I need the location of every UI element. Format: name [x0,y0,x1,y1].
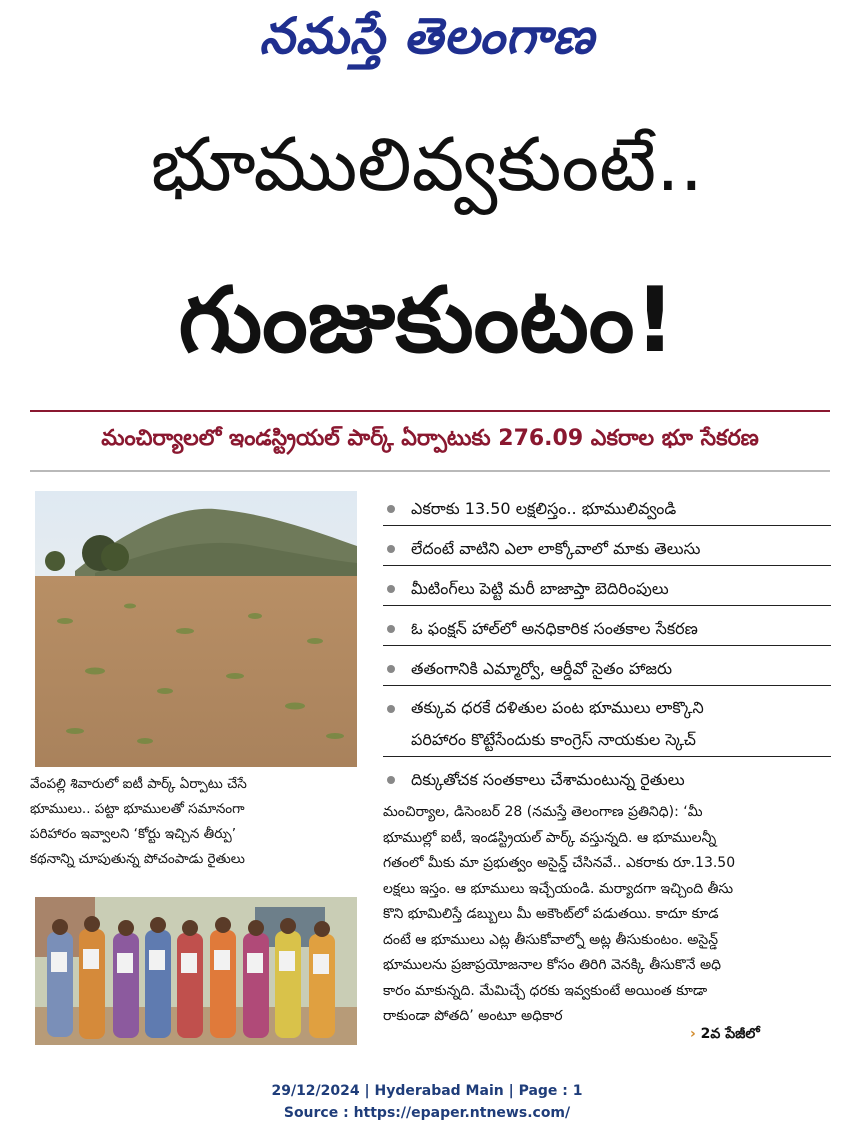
bullet-icon [387,505,395,513]
body-line: మంచిర్యాల, డిసెంబర్ 28 (నమస్తే తెలంగాణ ప్రతినిధి): ‘మీ [383,804,703,820]
bullet-icon [387,665,395,673]
highlights-list [383,492,831,802]
bullet-icon [387,625,395,633]
body-line: భూముల్లో ఐటీ, ఇండస్ట్రియల్ పార్క్ వస్తున్నది. ఆ భూములన్నీ [383,829,717,846]
body-line: దంటే ఆ భూములు ఎట్ల తీసుకోవాల్నో అట్ల తీసుకుంటం. అసైన్డ్ [383,931,719,948]
edition-info: 29/12/2024 | Hyderabad Main | Page : 1 [271,1083,583,1099]
landscape-photo [35,491,357,767]
body-line: లక్షలు ఇస్తం. ఆ భూములు ఇచ్చేయండి. మర్యాదగా ఇచ్చింది తీసు [383,880,734,897]
list-item: ఎకరాకు 13.50 లక్షలిస్తం.. భూములివ్వండి [383,492,831,526]
bullet-icon [387,545,395,553]
body-line: రాకుండా పోతది’ అంటూ అధికార [383,1008,563,1024]
headline-line-2: గుంజుకుంటం! [178,268,676,373]
list-item: మీటింగ్‌లు పెట్టి మరీ బాజాప్తా బెదిరింపులు [383,572,831,606]
chevron-right-icon: › [690,1026,696,1042]
list-item: ఓ ఫంక్షన్ హాల్‌లో అనధికారిక సంతకాల సేకరణ [383,612,831,646]
headline-line-1: భూములివ్వకుంటే.. [150,122,704,208]
list-item: తతంగానికి ఎమ్మార్వో, ఆర్డీవో సైతం హాజరు [383,652,831,686]
body-line: భూములను ప్రజాప్రయోజనాల కోసం తిరిగి వెనక్కి తీసుకొనే అధి [383,957,722,973]
photo-caption [30,772,360,872]
page-footer [0,1080,854,1124]
body-line: కారం మాకున్నది. మేమిచ్చే ధరకు ఇవ్వకుంటే అయింత కూడా [383,982,708,999]
list-item: లేదంటే వాటిని ఎలా లాక్కోవాలో మాకు తెలుసు [383,532,831,566]
subheadline: మంచిర్యాలలో ఇండస్ట్రియల్ పార్క్ ఏర్పాటుకు 276.09 ఎకరాల భూ సేకరణ [30,410,830,472]
farmers-photo-drawing [35,897,357,1045]
masthead-logo: నమస్తే తెలంగాణ [259,6,595,65]
bullet-icon [387,585,395,593]
body-line: కొని భూమిలిస్తే డబ్బులు మీ అకౌంట్‌లో పడుతయి. కాదూ కూడ [383,906,719,922]
caption-line: కథనాన్ని చూపుతున్న పోచంపాడు రైతులు [30,851,245,867]
caption-line: వేంపల్లి శివారులో ఐటీ పార్క్ ఏర్పాటు చేసే [30,776,247,792]
list-item: తక్కువ ధరకే దళితుల పంట భూములు లాక్కొని పరిహారం కొట్టేసేందుకు కాంగ్రెస్ నాయకుల స్కెచ్ [383,692,831,757]
article-body [383,800,833,1030]
bullet-icon [387,776,395,784]
continued-on-page [690,1026,760,1045]
farmers-photo [35,897,357,1045]
caption-line: పరిహారం ఇవ్వాలని ‘కోర్టు ఇచ్చిన తీర్పు’ [30,826,237,842]
bullet-icon [387,705,395,713]
continued-label: 2వ పేజీలో [700,1026,760,1042]
list-item: దిక్కుతోచక సంతకాలు చేశామంటున్న రైతులు [383,763,831,796]
caption-line: భూములు.. పట్టా భూములతో సమానంగా [30,801,245,817]
landscape-photo-drawing [35,491,357,767]
body-line: గతంలో మీకు మా ప్రభుత్వం అసైన్డ్ చేసినవే.. ఎకరాకు రూ.13.50 [383,855,736,871]
source-link[interactable]: Source : https://epaper.ntnews.com/ [283,1105,571,1121]
